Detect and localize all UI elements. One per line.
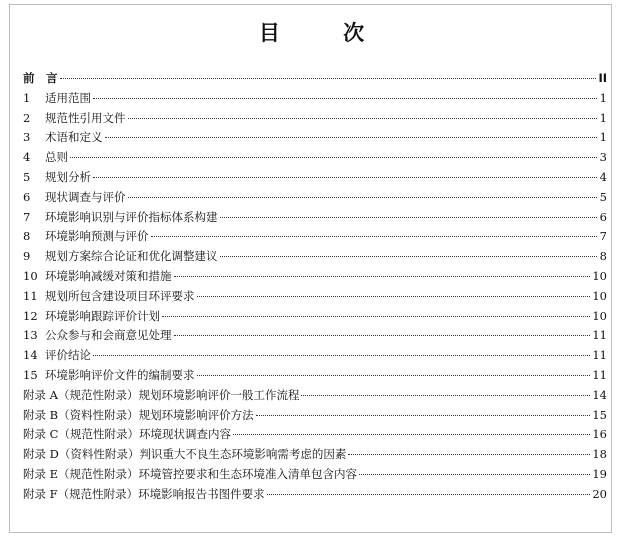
toc-entry-page: 19 [592, 466, 607, 481]
toc-entry-appendix[interactable] [23, 425, 607, 445]
toc-entry-text: 现状调查与评价 [45, 189, 126, 204]
toc-entry-text: 附录 C（规范性附录）环境现状调查内容 [23, 427, 231, 442]
dot-leader [151, 236, 598, 237]
dot-leader [174, 276, 591, 277]
toc-entry[interactable] [23, 128, 607, 148]
toc-entry-number: 11 [23, 288, 38, 303]
toc-entry-appendix[interactable] [23, 465, 607, 485]
toc-entry-page: 11 [592, 367, 607, 382]
toc-entry-text: 附录 D（资料性附录）判识重大不良生态环境影响需考虑的因素 [23, 447, 347, 462]
toc-entry-text: 评价结论 [45, 348, 91, 363]
dot-leader [220, 217, 598, 218]
toc-entry-page: 16 [592, 427, 607, 442]
toc-entry-appendix[interactable] [23, 386, 607, 406]
toc-entry-page: 1 [599, 90, 607, 105]
toc-entry-text: 附录 A（规范性附录）规划环境影响评价一般工作流程 [23, 387, 300, 402]
toc-entry-text: 公众参与和会商意见处理 [45, 328, 172, 343]
toc-entry-number: 3 [23, 130, 31, 145]
toc-entry-text: 环境影响识别与评价指标体系构建 [45, 209, 218, 224]
toc-entry-number: 9 [23, 249, 31, 264]
toc-entry-text: 规划方案综合论证和优化调整建议 [45, 249, 218, 264]
toc-entry-number: 前 [23, 71, 35, 85]
dot-leader [162, 316, 590, 317]
dot-leader [256, 415, 591, 416]
toc-entry-text: 规范性引用文件 [45, 110, 126, 125]
toc-entry-page: 1 [599, 130, 607, 145]
toc-entry-number: 1 [23, 90, 31, 105]
toc-entry[interactable] [23, 267, 607, 287]
toc-entry-number: 8 [23, 229, 31, 244]
toc-entry-text: 环境影响减缓对策和措施 [45, 268, 172, 283]
toc-entry-text: 环境影响评价文件的编制要求 [45, 367, 195, 382]
toc-entry-text: 总则 [45, 150, 68, 165]
toc-entry-page: 4 [599, 169, 607, 184]
dot-leader [233, 434, 590, 435]
toc-entry-page: 11 [592, 328, 607, 343]
toc-entry-number: 15 [23, 367, 38, 382]
toc-entry-page: II [598, 71, 607, 85]
dot-leader [174, 335, 591, 336]
toc-entry-text: 规划所包含建设项目环评要求 [45, 288, 195, 303]
toc-entry-page: 15 [592, 407, 607, 422]
toc-entry-page: 8 [599, 249, 607, 264]
toc-entry-page: 7 [599, 229, 607, 244]
toc-entry[interactable] [23, 109, 607, 129]
toc-entry-page: 10 [592, 308, 607, 323]
dot-leader [197, 296, 591, 297]
toc-entry-page: 5 [599, 189, 607, 204]
dot-leader [93, 98, 597, 99]
toc-entry-number: 4 [23, 150, 31, 165]
toc-entry-number: 6 [23, 189, 31, 204]
toc-entry-page: 18 [592, 447, 607, 462]
toc-entry-appendix[interactable] [23, 445, 607, 465]
toc-entry-text: 附录 E（规范性附录）环境管控要求和生态环境准入清单包含内容 [23, 466, 358, 481]
toc-entry-text: 适用范围 [45, 90, 91, 105]
toc-entry-number: 2 [23, 110, 31, 125]
toc-entry-page: 6 [599, 209, 607, 224]
dot-leader [128, 118, 598, 119]
toc-entry-number: 12 [23, 308, 38, 323]
toc-title: 目 次 [258, 21, 393, 45]
dot-leader [197, 375, 591, 376]
toc-entry-number: 5 [23, 169, 31, 184]
toc-entry-page: 11 [592, 348, 607, 363]
toc-entry[interactable] [23, 287, 607, 307]
dot-leader [105, 137, 598, 138]
dot-leader [301, 395, 590, 396]
dot-leader [348, 454, 590, 455]
toc-entry[interactable] [23, 307, 607, 327]
dot-leader [93, 355, 590, 356]
toc-entry[interactable] [23, 247, 607, 267]
toc-entry-page: 10 [592, 268, 607, 283]
toc-list [23, 69, 607, 505]
toc-entry[interactable] [23, 208, 607, 228]
dot-leader [128, 197, 598, 198]
dot-leader [60, 78, 597, 79]
toc-entry-page: 1 [599, 110, 607, 125]
toc-entry-page: 14 [592, 387, 607, 402]
toc-entry-text: 规划分析 [45, 169, 91, 184]
toc-entry-text: 环境影响跟踪评价计划 [45, 308, 160, 323]
toc-entry[interactable] [23, 148, 607, 168]
toc-entry[interactable] [23, 188, 607, 208]
toc-entry[interactable] [23, 168, 607, 188]
toc-entry-text: 术语和定义 [45, 130, 103, 145]
toc-entry-text: 附录 F（规范性附录）环境影响报告书图件要求 [23, 486, 265, 501]
toc-entry[interactable] [23, 227, 607, 247]
toc-entry-page: 3 [599, 150, 607, 165]
toc-entry-number: 14 [23, 348, 38, 363]
toc-entry-text: 环境影响预测与评价 [45, 229, 149, 244]
dot-leader [93, 177, 597, 178]
toc-entry-text: 言 [46, 71, 58, 85]
toc-entry-number: 13 [23, 328, 38, 343]
toc-entry-page: 20 [592, 486, 607, 501]
dot-leader [70, 157, 597, 158]
dot-leader [220, 256, 598, 257]
toc-entry-preface[interactable] [23, 69, 607, 89]
toc-entry-page: 10 [592, 288, 607, 303]
toc-entry[interactable] [23, 366, 607, 386]
toc-entry[interactable] [23, 346, 607, 366]
toc-entry-number: 10 [23, 268, 38, 283]
toc-entry-appendix[interactable] [23, 406, 607, 426]
toc-entry-appendix[interactable] [23, 485, 607, 505]
toc-entry[interactable] [23, 89, 607, 109]
toc-entry[interactable] [23, 326, 607, 346]
dot-leader [267, 494, 591, 495]
toc-entry-number: 7 [23, 209, 31, 224]
toc-entry-text: 附录 B（资料性附录）规划环境影响评价方法 [23, 407, 254, 422]
dot-leader [359, 474, 590, 475]
